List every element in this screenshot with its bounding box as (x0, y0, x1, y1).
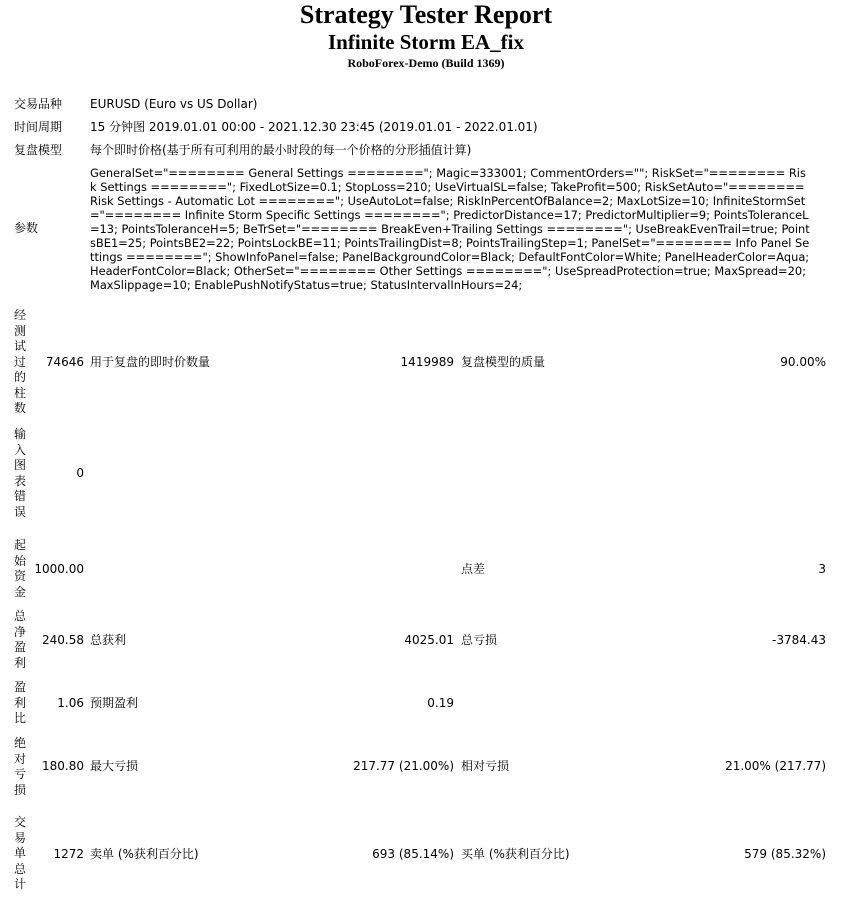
spread-label: 点差 (461, 562, 486, 576)
trades-value: 1272 (53, 847, 84, 861)
gross-profit-label: 总获利 (90, 633, 127, 647)
pf-value: 1.06 (57, 696, 84, 710)
gross-profit-value: 4025.01 (404, 633, 454, 647)
model-label: 复盘模型 (14, 143, 63, 157)
report-title: Strategy Tester Report (299, 0, 553, 29)
ticks-value: 1419989 (400, 355, 454, 369)
spread-value: 3 (818, 562, 826, 576)
quality-label: 复盘模型的质量 (461, 355, 546, 369)
server-build: RoboForex-Demo (Build 1369) (347, 56, 505, 70)
period-label: 时间周期 (14, 120, 63, 134)
long-value: 579 (85.32%) (744, 847, 826, 861)
deposit-value: 1000.00 (34, 562, 84, 576)
net-value: 240.58 (42, 633, 84, 647)
ea-name: Infinite Storm EA_fix (328, 30, 524, 54)
rel-dd-value: 21.00% (217.77) (725, 759, 826, 773)
model-value: 每个即时价格(基于所有可利用的最小时段的每一个价格的分形插值计算) (90, 143, 472, 157)
errors-label: 输入图表错误 (14, 427, 27, 519)
period-value: 15 分钟图 2019.01.01 00:00 - 2021.12.30 23:45 (2019.01.01 - 2022.01.01) (90, 120, 538, 134)
pf-label: 盈利比 (14, 680, 27, 725)
deposit-label: 起始资金 (14, 538, 27, 599)
bars-value: 74646 (45, 355, 84, 369)
max-dd-label: 最大亏损 (90, 759, 139, 773)
bars-label: 经测试过的柱数 (14, 308, 27, 415)
abs-dd-label: 绝对亏损 (14, 736, 27, 797)
quality-value: 90.00% (780, 355, 826, 369)
expected-label: 预期盈利 (90, 696, 139, 710)
expected-value: 0.19 (427, 696, 454, 710)
errors-value: 0 (76, 466, 84, 480)
max-dd-value: 217.77 (21.00%) (353, 759, 454, 773)
symbol-value: EURUSD (Euro vs US Dollar) (90, 97, 258, 111)
ticks-label: 用于复盘的即时价数量 (90, 355, 211, 369)
abs-dd-value: 180.80 (42, 759, 84, 773)
params-value: GeneralSet="======== General Settings ========"; Magic=333001; CommentOrders=""; RiskSet="======== Risk Settings ========"; FixedLotSize=0.1; StopLoss=210; UseVirtualSL=false; TakeProfit=500; RiskSetAuto="======== Risk Settings - Automatic Lot ========"; UseAutoLot=false; RiskInPercentOfBalance=2; MaxLotSize=10; InfiniteStormSet="======== Infinite Storm Specific Settings ========"; PredictorDistance=17; PredictorMultiplier=9; PointsToleranceL=13; PointsToleranceH=5; BeTrSet="======== BreakEven+Trailing Settings ========"; UseBreakEvenTrail=true; PointsBE1=25; PointsBE2=22; PointsLockBE=11; PointsTrailingDist=8; PointsTrailingStep=1; PanelSet="======== Info Panel Settings ========"; ShowInfoPanel=false; PanelBackgroundColor=Black; DefaultFontColor=White; PanelHeaderColor=Aqua; HeaderFontColor=Black; OtherSet="======== Other Settings ========"; UseSpreadProtection=true; MaxSpread=20; MaxSlippage=10; EnablePushNotifyStatus=true; StatusIntervalInHours=24; (90, 166, 810, 292)
rel-dd-label: 相对亏损 (461, 759, 510, 773)
gross-loss-label: 总亏损 (461, 633, 498, 647)
symbol-label: 交易品种 (14, 97, 63, 111)
params-label: 参数 (14, 221, 39, 235)
short-label: 卖单 (%获利百分比) (90, 847, 199, 861)
net-label: 总净盈利 (14, 609, 27, 670)
gross-loss-value: -3784.43 (772, 633, 826, 647)
short-value: 693 (85.14%) (372, 847, 454, 861)
trades-label: 交易单总计 (14, 815, 27, 891)
long-label: 买单 (%获利百分比) (461, 847, 570, 861)
